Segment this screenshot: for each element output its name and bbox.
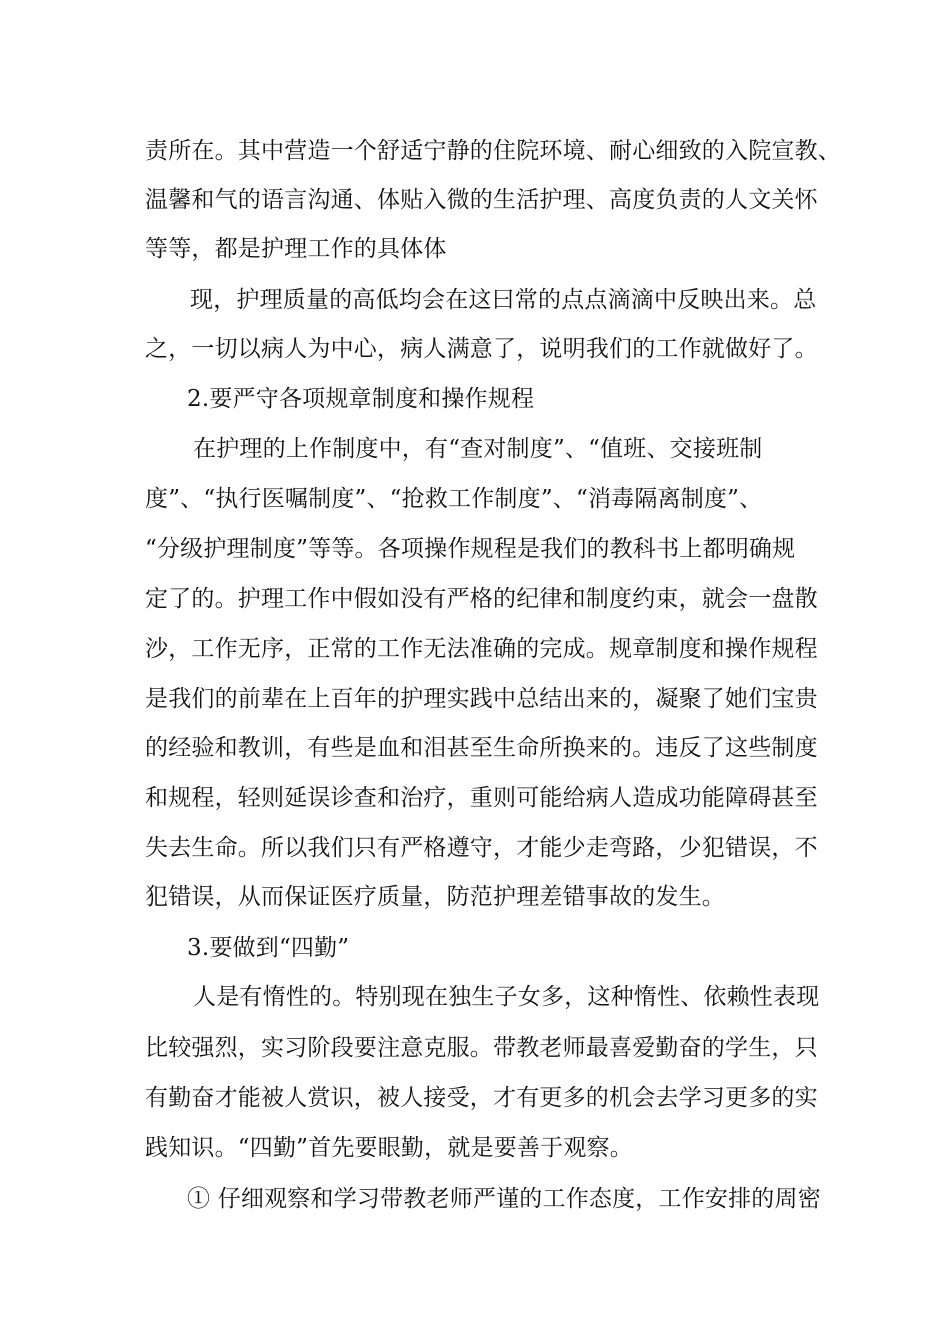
text-line: 有勤奋才能被人赏识，被人接受，才有更多的机会去学习更多的实 — [145, 1085, 818, 1111]
text-line: 践知识。“四勤”首先要眼勤，就是要善于观察。 — [145, 1135, 633, 1161]
text-line: 和规程，轻则延误诊查和治疗，重则可能给病人造成功能障碍甚至 — [145, 785, 818, 811]
text-line: “分级护理制度”等等。各项操作规程是我们的教科书上都明确规 — [145, 536, 796, 562]
text-line: 人是有惰性的。特别现在独生子女多，这种惰性、依赖性表现 — [193, 984, 820, 1010]
text-line: 度”、“执行医嘱制度”、“抢救工作制度”、“消毒隔离制度”、 — [145, 486, 763, 512]
text-line: ① 仔细观察和学习带教老师严谨的工作态度，工作安排的周密 — [187, 1186, 821, 1212]
section-heading: 3.要做到“四勤” — [187, 935, 350, 961]
text-line: 是我们的前辈在上百年的护理实践中总结出来的，凝聚了她们宝贵 — [145, 686, 818, 712]
section-heading: 2.要严守各项规章制度和操作规程 — [187, 386, 535, 412]
text-line: 沙，工作无序，正常的工作无法准确的完成。规章制度和操作规程 — [145, 636, 818, 662]
text-line: 温馨和气的语言沟通、体贴入微的生活护理、高度负责的人文关怀 — [145, 187, 818, 213]
text-line: 失去生命。所以我们只有严格遵守，才能少走弯路，少犯错误，不 — [145, 835, 818, 861]
text-line: 定了的。护理工作中假如没有严格的纪律和制度约束，就会一盘散 — [145, 586, 818, 612]
text-line: 责所在。其中营造一个舒适宁静的住院环境、耐心细致的入院宣教、 — [145, 138, 841, 164]
text-line: 现，护理质量的高低均会在这曰常的点点滴滴中反映出来。总 — [190, 287, 817, 313]
text-line: 犯错误，从而保证医疗质量，防范护理差错事故的发生。 — [145, 884, 725, 910]
text-line: 比较强烈，实习阶段要注意克服。带教老师最喜爱勤奋的学生，只 — [145, 1035, 818, 1061]
text-line: 在护理的上作制度中，有“查对制度”、“值班、交接班制 — [193, 436, 763, 462]
text-line: 等等，都是护理工作的具体体 — [145, 236, 447, 262]
text-line: 之，一切以病人为中心，病人满意了，说明我们的工作就做好了。 — [145, 336, 818, 362]
text-line: 的经验和教训，有些是血和泪甚至生命所换来的。违反了这些制度 — [145, 735, 818, 761]
